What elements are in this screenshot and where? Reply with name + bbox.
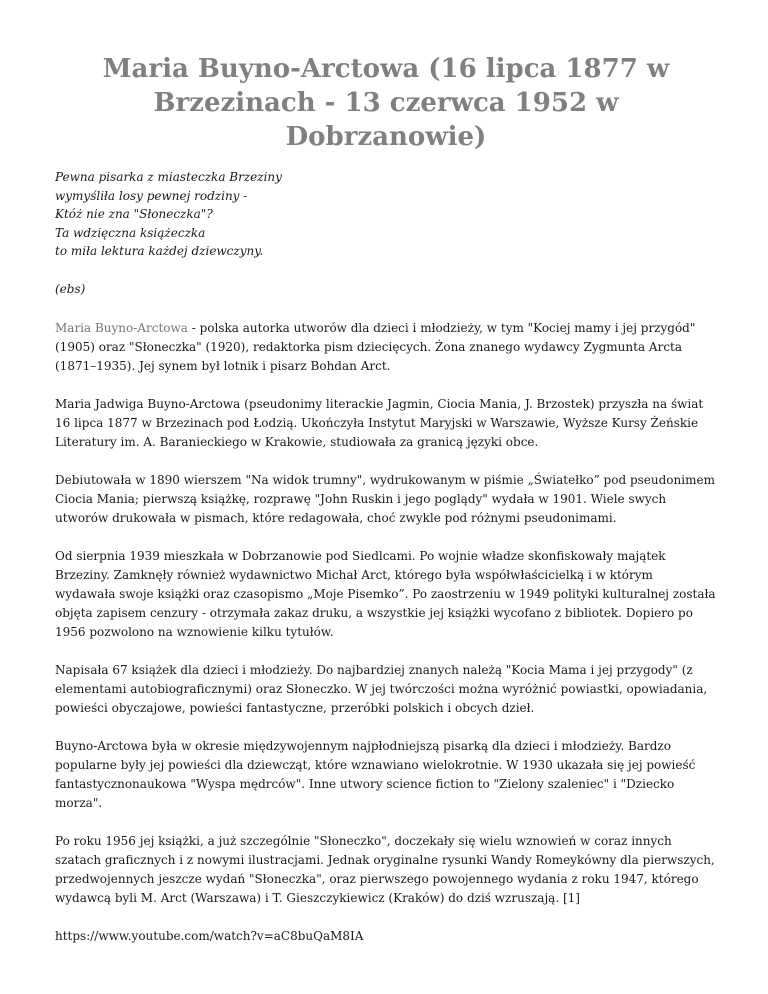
paragraph-biography: Maria Jadwiga Buyno-Arctowa (pseudonimy literackie Jagmin, Ciocia Mania, J. Brzostek) przyszła na świat 16 lipca 1877 w Brzezinach pod Łodzią. Ukończyła Instytut Maryjski w Warszawie, Wyższe Kursy Żeńskie Literatury im. A. Baranieckiego w Krakowie, studiowała za granicą języki obce. bbox=[55, 397, 704, 449]
video-url-link[interactable]: https://www.youtube.com/watch?v=aC8buQaM8IA bbox=[55, 929, 364, 943]
poem bbox=[55, 168, 717, 261]
author-name-link[interactable]: Maria Buyno-Arctowa bbox=[55, 321, 188, 335]
paragraph-interwar: Buyno-Arctowa była w okresie międzywojennym najpłodniejszą pisarką dla dzieci i młodzieży. Bardzo popularne były jej powieści dla dziewcząt, które wznawiano wielokrotnie. W 1930 ukazała się jej powieść fantastycznonaukowa "Wyspa mędrców". Inne utwory science fiction to "Zielony szaleniec" i "Dziecko morza". bbox=[55, 739, 696, 810]
poem-line: Ta wdzięczna książeczka bbox=[55, 225, 206, 240]
poem-line: Pewna pisarka z miasteczka Brzeziny bbox=[55, 170, 282, 184]
intro-paragraph bbox=[55, 319, 717, 376]
paragraph-reissues: Po roku 1956 jej książki, a już szczególnie "Słoneczko", doczekały się wielu wznowień w coraz innych szatach graficznych i z nowymi ilustracjami. Jednak oryginalne rysunki Wandy Romeykówny dla pierwszych, przedwojennych jeszcze wydań "Słoneczka", oraz pierwszego powojennego wydania z roku 1947, którego wydawcą byli M. Arct (Warszawa) i T. Gieszczykiewicz (Kraków) do dziś wzruszają. [1] bbox=[55, 834, 715, 905]
paragraph-debut: Debiutowała w 1890 wierszem "Na widok trumny", wydrukowanym w piśmie „Światełko” pod pseudonimem Ciocia Mania; pierwszą książkę, rozprawę "John Ruskin i jego poglądy" wydała w 1901. Wiele swych utworów drukowała w pismach, które redagowała, choć zwykle pod różnymi pseudonimami. bbox=[55, 473, 715, 525]
paragraph-works: Napisała 67 książek dla dzieci i młodzieży. Do najbardziej znanych należą "Kocia Mama i jej przygody" (z elementami autobiograficznymi) oraz Słoneczko. W jej twórczości można wyróżnić powiastki, opowiadania, powieści obyczajowe, powieści fantastyczne, przeróbki polskich i obcych dzieł. bbox=[55, 663, 708, 715]
poem-line: wymyśliła losy pewnej rodziny - bbox=[55, 188, 248, 203]
poem-line: to miła lektura każdej dziewczyny. bbox=[55, 244, 264, 258]
page-title: Maria Buyno-Arctowa (16 lipca 1877 w Brzezinach - 13 czerwca 1952 w Dobrzanowie) bbox=[102, 54, 670, 152]
paragraph-postwar: Od sierpnia 1939 mieszkała w Dobrzanowie pod Siedlcami. Po wojnie władze skonfiskowały majątek Brzeziny. Zamknęły również wydawnictwo Michał Arct, którego była współwłaścicielką i w którym wydawała swoje książki oraz czasopismo „Moje Pisemko”. Po zaostrzeniu w 1949 polityki kulturalnej została objęta zapisem cenzury - otrzymała zakaz druku, a wszystkie jej książki wycofano z bibliotek. Dopiero po 1956 pozwolono na wznowienie kilku tytułów. bbox=[55, 549, 716, 639]
intro-text: - polska autorka utworów dla dzieci i młodzieży, w tym "Kociej mamy i jej przygód" (1905) oraz "Słoneczka" (1920), redaktorka pism dziecięcych. Żona znanego wydawcy Zygmunta Arcta (1871–1935). Jej synem był lotnik i pisarz Bohdan Arct. bbox=[55, 321, 696, 373]
poem-signature: (ebs) bbox=[55, 281, 86, 296]
document-page bbox=[55, 52, 717, 946]
poem-line: Któż nie zna "Słoneczka"? bbox=[55, 207, 213, 221]
